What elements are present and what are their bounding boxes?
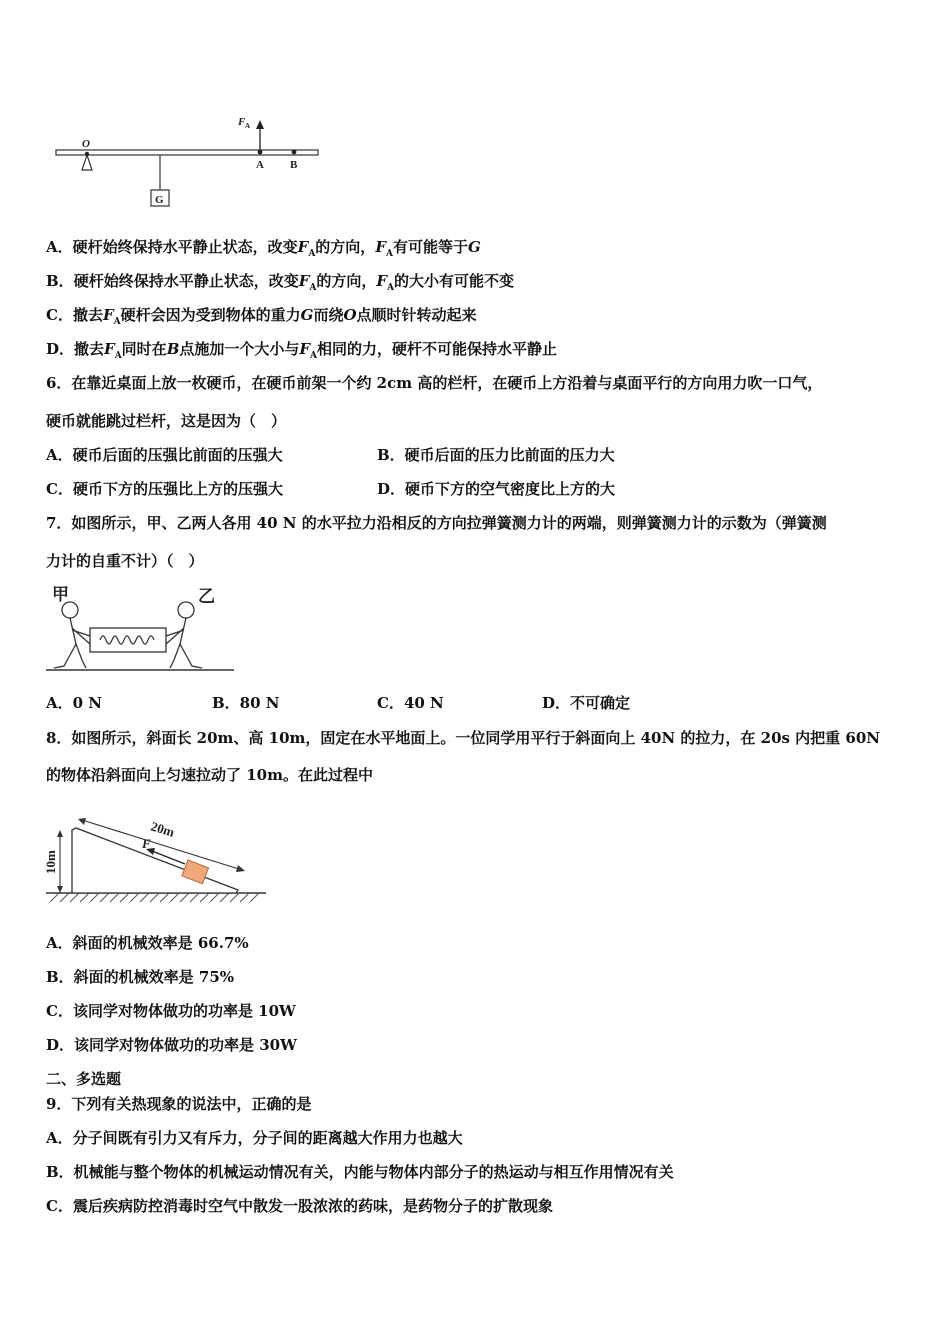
point-b [292, 150, 297, 155]
label-force: F [142, 836, 151, 851]
section-title: 二、多选题 [46, 1070, 122, 1088]
q6-option-c: C．硬币下方的压强比上方的压强大 [46, 480, 283, 498]
length-dim-arrow-bottom [236, 865, 245, 872]
q9-option-b: B．机械能与整个物体的机械运动情况有关，内能与物体内部分子的热运动与相互作用情况有关 [46, 1163, 674, 1181]
q7-stem-line2: 力计的自重不计）（ ） [46, 552, 204, 570]
person-b-head [178, 602, 194, 618]
label-o: O [82, 138, 90, 150]
q7-option-d: D．不可确定 [542, 694, 631, 712]
q8-stem-line1: 8．如图所示，斜面长 20m、高 10m，固定在水平地面上。一位同学用平行于斜面向上 40N 的拉力，在 20s 内把重 60N [46, 729, 880, 747]
q8-option-a: A．斜面的机械效率是 66.7% [46, 934, 249, 952]
q9-option-a: A．分子间既有引力又有斥力，分子间的距离越大作用力也越大 [46, 1129, 463, 1147]
q7-option-a: A．0 N [46, 694, 103, 712]
pivot-point [85, 152, 89, 156]
q6-option-a: A．硬币后面的压强比前面的压强大 [46, 446, 283, 464]
label-person-b: 乙 [198, 587, 215, 606]
person-a-head [62, 602, 78, 618]
height-dim-arrow-bottom [57, 886, 63, 893]
label-fa-sub: A [245, 122, 251, 130]
q8-option-d: D．该同学对物体做功的功率是 30W [46, 1036, 297, 1054]
point-a [258, 150, 263, 155]
label-g: G [155, 194, 164, 206]
q8-option-c: C．该同学对物体做功的功率是 10W [46, 1002, 296, 1020]
q7-option-c: C．40 N [377, 694, 444, 712]
q6-stem-line2: 硬币就能跳过栏杆，这是因为（ ） [46, 412, 287, 430]
lever-figure [50, 110, 330, 215]
label-height: 10m [43, 850, 58, 874]
q8-stem-line2: 的物体沿斜面向上匀速拉动了 10m。在此过程中 [46, 766, 373, 784]
label-a: A [256, 159, 264, 171]
q8-option-b: B．斜面的机械效率是 75% [46, 968, 235, 986]
ground-hatching [50, 893, 259, 902]
label-fa: F [238, 116, 246, 128]
pivot-triangle [82, 155, 92, 170]
incline-figure [40, 798, 272, 910]
q7-stem-line1: 7．如图所示，甲、乙两人各用 40 N 的水平拉力沿相反的方向拉弹簧测力计的两端，则弹簧测力计的示数为（弹簧测 [46, 514, 827, 532]
q6-option-d: D．硬币下方的空气密度比上方的大 [377, 480, 616, 498]
person-b-body [166, 618, 202, 668]
lever-rod [56, 150, 318, 155]
q6-stem-line1: 6．在靠近桌面上放一枚硬币，在硬币前架一个约 2cm 高的栏杆，在硬币上方沿着与桌面平行的方向用力吹一口气， [46, 374, 823, 392]
label-length: 20m [149, 818, 177, 840]
q9-stem: 9．下列有关热现象的说法中，正确的是 [46, 1095, 312, 1113]
spring-scale-figure [44, 582, 239, 674]
label-b: B [290, 159, 298, 171]
q7-option-b: B．80 N [212, 694, 280, 712]
height-dim-arrow-top [57, 830, 63, 837]
label-person-a: 甲 [52, 585, 69, 604]
lever-option-a: A．硬杆始终保持水平静止状态，改变$F_A$的方向，$F_A$有可能等于G [46, 238, 481, 259]
force-arrow-head [256, 120, 264, 129]
length-dim-arrow-top [78, 818, 86, 825]
q6-option-b: B．硬币后面的压力比前面的压力大 [377, 446, 615, 464]
lever-option-c: C．撤去$F_A$硬杆会因为受到物体的重力G而绕O点顺时针转动起来 [46, 306, 477, 327]
lever-option-b: B．硬杆始终保持水平静止状态，改变$F_A$的方向，$F_A$的大小有可能不变 [46, 272, 515, 293]
spring-scale-case [90, 628, 166, 652]
q9-option-c: C．震后疾病防控消毒时空气中散发一股浓浓的药味，是药物分子的扩散现象 [46, 1197, 553, 1215]
lever-option-d: D．撤去$F_A$同时在B点施加一个大小与$F_A$相同的力，硬杆不可能保持水平静止 [46, 340, 558, 361]
person-a-body [54, 618, 90, 668]
